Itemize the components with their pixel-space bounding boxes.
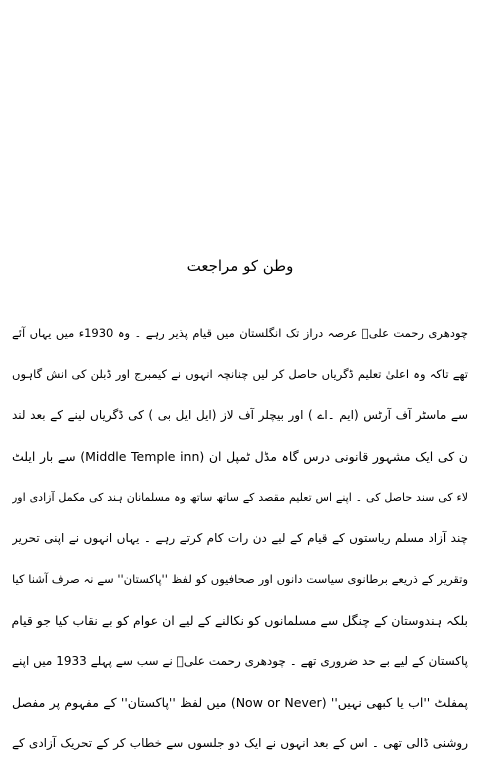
text-line: پمفلٹ ''اب یا کبھی نہیں'' (Now or Never) میں لفظ ''پاکستان'' کے مفہوم پر مفصل xyxy=(12,695,468,710)
text-line: لاء کی سند حاصل کی ۔ اپنے اس تعلیم مقصد کے ساتھ ساتھ وہ مسلمانان ہند کی مکمل آزادی اور xyxy=(12,491,468,504)
body-paragraph xyxy=(12,313,468,764)
text-line: تھے تاکہ وہ اعلیٰ تعلیم ڈگریاں حاصل کر لیں چنانچہ انہوں نے کیمبرج اور ڈبلن کی انش گاہوں xyxy=(12,367,468,381)
text-line: چودھری رحمت علیؒ عرصہ دراز تک انگلستان میں قیام پذیر رہے ۔ وہ 1930ء میں یہاں آئے xyxy=(12,326,468,340)
text-line: وتقریر کے ذریعے برطانوی سیاست دانوں اور صحافیوں کو لفظ ''پاکستان'' سے نہ صرف آشنا کیا xyxy=(12,572,468,586)
text-line: چند آزاد مسلم ریاستوں کے قیام کے لیے دن رات کام کرتے رہے ۔ یہاں انہوں نے اپنی تحریر xyxy=(12,531,468,545)
text-line: روشنی ڈالی تھی ۔ اس کے بعد انہوں نے ایک دو جلسوں سے خطاب کر کے تحریک آزادی کے xyxy=(12,736,468,750)
text-line: پاکستان کے لیے بے حد ضروری تھے ۔ چودھری رحمت علیؒ نے سب سے پہلے 1933 میں اپنے xyxy=(12,654,468,668)
text-line: سے ماسٹر آف آرٹس (ایم ۔اے ) اور بیچلر آف لاز (ایل ایل بی ) کی ڈگریاں لینے کے بعد لند xyxy=(12,408,468,422)
text-line: بلکہ ہندوستان کے چنگل سے مسلمانوں کو نکالنے کے لیے ان عوام کو بے نقاب کیا جو قیام xyxy=(12,613,468,628)
text-line: ن کی ایک مشہور قانونی درس گاہ مڈل ٹمپل ان (Middle Temple inn) سے بار ایلٹ xyxy=(12,449,468,464)
section-heading: وطن کو مراجعت xyxy=(186,257,294,275)
